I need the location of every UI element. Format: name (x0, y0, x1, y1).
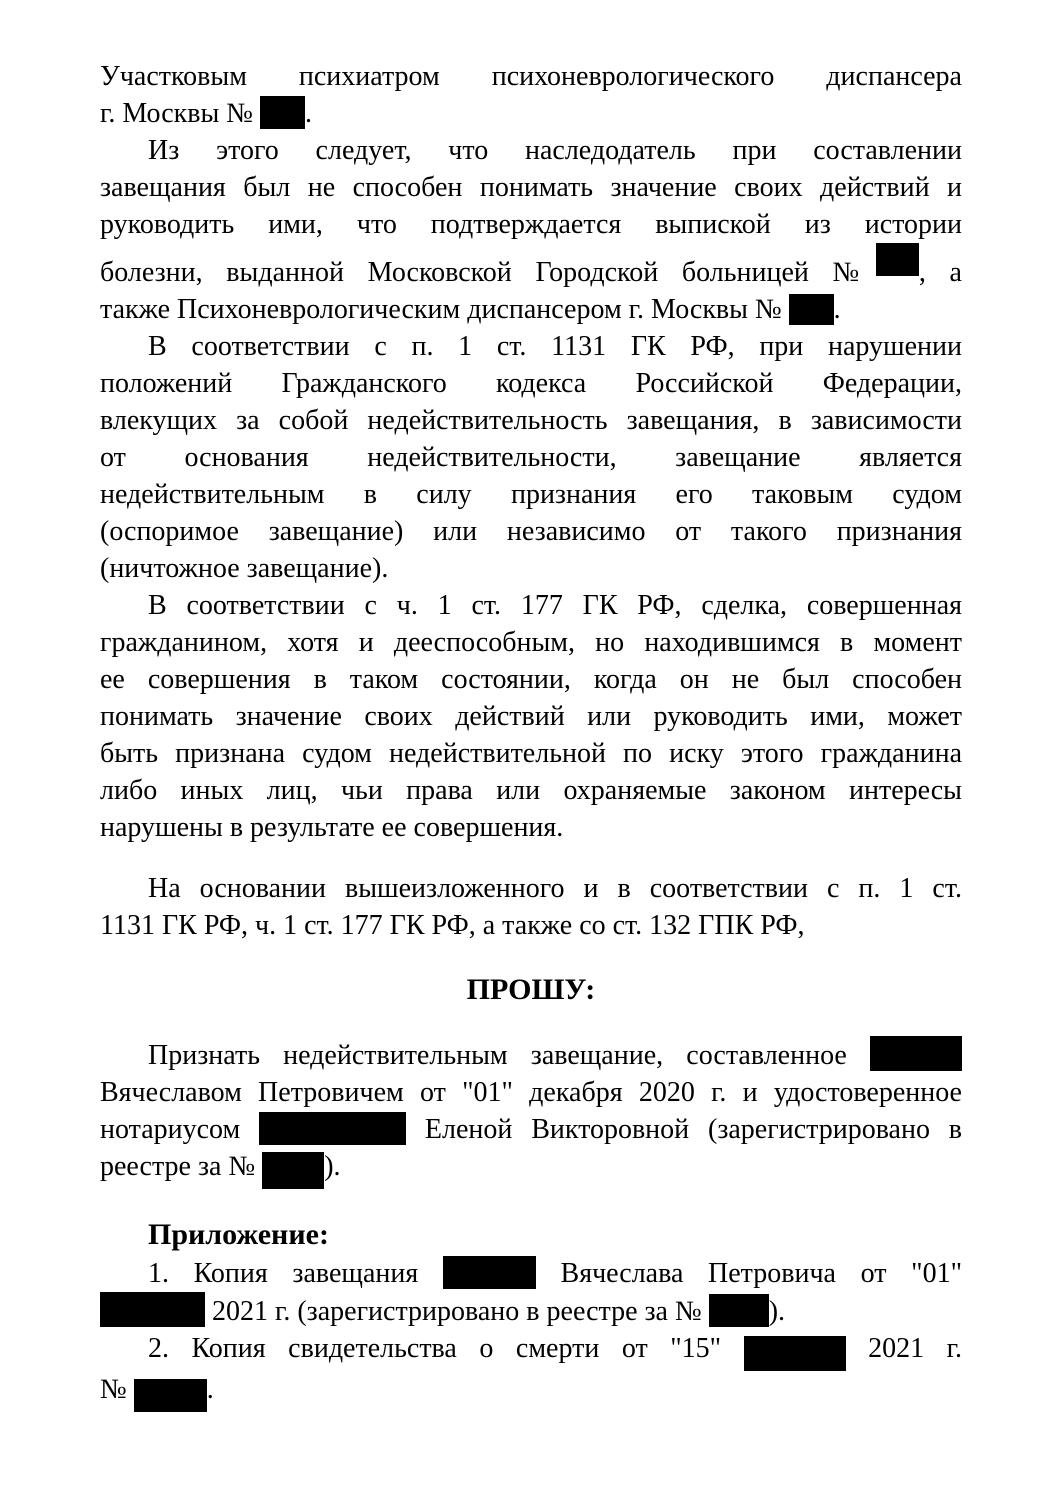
text-segment: Вячеслава Петровича от "01" (535, 1258, 962, 1289)
redaction-box (870, 1036, 962, 1071)
text-line (100, 1330, 962, 1371)
redaction-box (443, 1256, 536, 1289)
text-segment: ). (324, 1151, 341, 1182)
request-heading: ПРОШУ: (466, 973, 596, 1006)
text-segment: . (833, 294, 841, 325)
text-line (100, 476, 962, 513)
text-segment: 2021 г. (зарегистрировано в реестре за № (205, 1296, 709, 1327)
text-line (100, 624, 962, 661)
text-line (100, 58, 962, 95)
paragraph-psychiatrist (100, 58, 962, 132)
redaction-box (876, 243, 919, 276)
redaction-box (744, 1336, 846, 1371)
redaction-box (260, 96, 305, 129)
spacer (100, 944, 962, 970)
text-segment: 2021 г. (845, 1333, 963, 1364)
text-segment: Из этого следует, что наследодатель при составлении (148, 135, 962, 166)
text-segment: Признать недействительным завещание, составленное (148, 1040, 870, 1071)
text-line (100, 439, 962, 476)
text-segment: Участковым психиатром психоневрологического диспансера (100, 61, 962, 92)
attachment-item-1 (100, 1255, 962, 1330)
text-segment: понимать значение своих действий или руководить ими, может (100, 701, 962, 732)
text-segment: болезни, выданной Московской Городской больницей № (100, 257, 876, 288)
text-line (100, 1255, 962, 1292)
text-segment: Еленой Викторовной (зарегистрировано в (406, 1114, 963, 1145)
paragraph-conclusion (100, 132, 962, 328)
text-segment: быть признана судом недействительной по иску этого гражданина (100, 738, 962, 769)
text-segment: также Психоневрологическим диспансером г. Москвы № (100, 294, 789, 325)
text-line (100, 1111, 962, 1148)
text-segment: . (305, 98, 313, 129)
document-body (100, 58, 962, 1412)
text-segment: № (100, 1374, 134, 1405)
redaction-box (789, 294, 834, 325)
text-line (100, 1371, 962, 1412)
redaction-box (100, 1292, 205, 1327)
paragraph-gk-1131 (100, 328, 962, 587)
text-segment: 1. Копия завещания (148, 1258, 443, 1289)
text-segment: . (206, 1374, 214, 1405)
text-segment: В соответствии с п. 1 ст. 1131 ГК РФ, при нарушении (148, 331, 962, 362)
attachment-item-2 (100, 1330, 962, 1412)
text-line (100, 402, 962, 439)
text-segment: влекущих за собой недействительность завещания, в зависимости (100, 405, 962, 436)
text-segment: реестре за № (100, 1151, 263, 1182)
spacer (100, 1189, 962, 1215)
text-line (100, 291, 962, 328)
text-line (100, 809, 962, 846)
text-segment: , а (918, 257, 962, 288)
redaction-box (134, 1379, 207, 1412)
text-segment: В соответствии с ч. 1 ст. 177 ГК РФ, сделка, совершенная (148, 590, 962, 621)
text-segment: нарушены в результате ее совершения. (100, 812, 564, 843)
spacer (100, 846, 962, 870)
text-line (100, 1036, 962, 1074)
text-line (100, 735, 962, 772)
text-line (100, 1292, 962, 1330)
paragraph-basis (100, 870, 962, 944)
text-line (100, 132, 962, 169)
text-segment: ее совершения в таком состоянии, когда он не был способен (100, 664, 962, 695)
text-line (100, 550, 962, 587)
text-line (100, 870, 962, 907)
paragraph-request (100, 1036, 962, 1189)
text-line (100, 328, 962, 365)
text-segment: (ничтожное завещание). (100, 553, 389, 584)
text-segment: нотариусом (100, 1114, 260, 1145)
text-segment: г. Москвы № (100, 98, 261, 129)
text-segment: руководить ими, что подтверждается выпиской из истории (100, 209, 962, 240)
text-segment: от основания недействительности, завещание является (100, 442, 962, 473)
text-line (100, 587, 962, 624)
text-line (100, 513, 962, 550)
text-segment: На основании вышеизложенного и в соответствии с п. 1 ст. (148, 873, 962, 904)
redaction-box (709, 1294, 769, 1327)
text-line (100, 1148, 962, 1189)
redaction-box (262, 1152, 324, 1189)
text-segment: 1131 ГК РФ, ч. 1 ст. 177 ГК РФ, а также со ст. 132 ГПК РФ, (100, 910, 805, 941)
attachments-heading: Приложение: (148, 1218, 329, 1251)
text-line (100, 1074, 962, 1111)
text-segment: гражданином, хотя и дееспособным, но находившимся в момент (100, 627, 962, 658)
text-segment: недействительным в силу признания его таковым судом (100, 479, 962, 510)
text-line (100, 206, 962, 243)
text-line (100, 95, 962, 132)
text-segment: завещания был не способен понимать значение своих действий и (100, 172, 962, 203)
redaction-box (259, 1112, 406, 1145)
text-segment: Вячеславом Петровичем от "01" декабря 2020 г. и удостоверенное (100, 1077, 962, 1108)
spacer (100, 1010, 962, 1036)
text-segment: положений Гражданского кодекса Российской Федерации, (100, 368, 962, 399)
text-line (100, 169, 962, 206)
text-line (100, 661, 962, 698)
text-line (100, 698, 962, 735)
text-line (100, 243, 962, 291)
text-line (100, 772, 962, 809)
text-segment: либо иных лиц, чьи права или охраняемые законом интересы (100, 775, 962, 806)
text-line (100, 365, 962, 402)
text-segment: 2. Копия свидетельства о смерти от "15" (148, 1333, 744, 1364)
text-line (100, 907, 962, 944)
paragraph-gk-177 (100, 587, 962, 846)
text-segment: (оспоримое завещание) или независимо от такого признания (100, 516, 962, 547)
text-segment: ). (768, 1296, 786, 1327)
